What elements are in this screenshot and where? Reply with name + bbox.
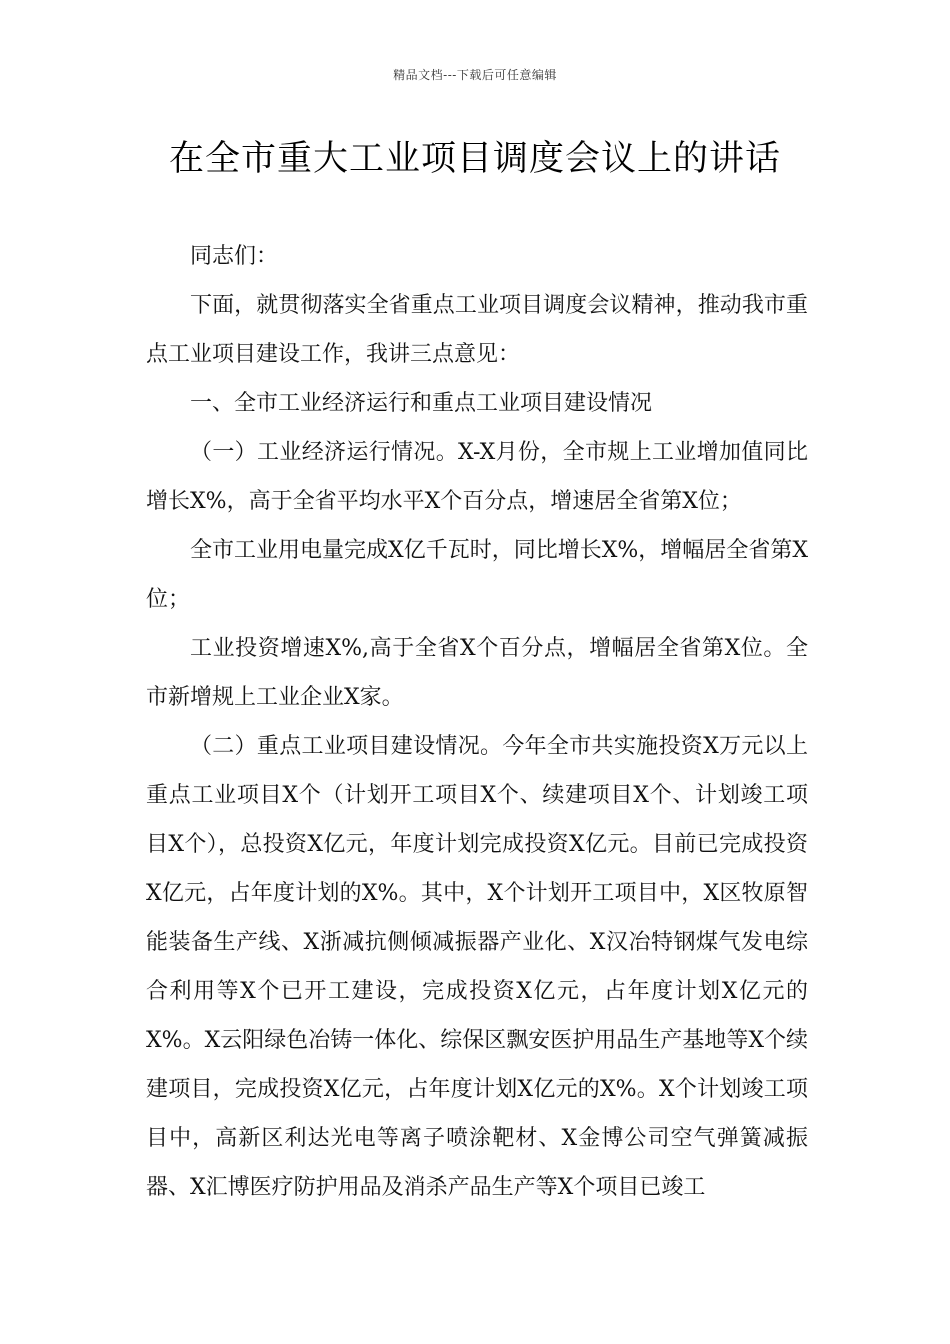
paragraph-economy-1: （一）工业经济运行情况。X-X月份，全市规上工业增加值同比增长X%，高于全省平均水平X个百分点，增速居全省第X位； bbox=[146, 440, 808, 514]
header-note: 精品文档---下载后可任意编辑 bbox=[393, 68, 557, 82]
document-title: 在全市重大工业项目调度会议上的讲话 bbox=[168, 139, 781, 179]
section-heading-1: 一、全市工业经济运行和重点工业项目建设情况 bbox=[190, 391, 653, 416]
paragraph-economy-2: 全市工业用电量完成X亿千瓦时，同比增长X%，增幅居全省第X位； bbox=[146, 538, 808, 612]
paragraph-economy-3: 工业投资增速X%,高于全省X个百分点，增幅居全省第X位。全市新增规上工业企业X家。 bbox=[146, 636, 808, 710]
paragraph-intro: 下面，就贯彻落实全省重点工业项目调度会议精神，推动我市重点工业项目建设工作，我讲三点意见： bbox=[146, 293, 808, 367]
paragraph-projects: （二）重点工业项目建设情况。今年全市共实施投资X万元以上重点工业项目X个（计划开工项目X个、续建项目X个、计划竣工项目X个），总投资X亿元，年度计划完成投资X亿元。目前已完成投资X亿元，占年度计划的X%。其中，X个计划开工项目中，X区牧原智能装备生产线、X浙减抗侧倾减振器产业化、X汉冶特钢煤气发电综合利用等X个已开工建设，完成投资X亿元，占年度计划X亿元的X%。X云阳绿色冶铸一体化、综保区飘安医护用品生产基地等X个续建项目，完成投资X亿元，占年度计划X亿元的X%。X个计划竣工项目中，高新区利达光电等离子喷涂靶材、X金博公司空气弹簧减振器、X汇博医疗防护用品及消杀产品生产等X个项目已竣工 bbox=[146, 734, 808, 1200]
paragraph-salutation: 同志们： bbox=[190, 244, 279, 269]
document-body bbox=[146, 232, 808, 1212]
